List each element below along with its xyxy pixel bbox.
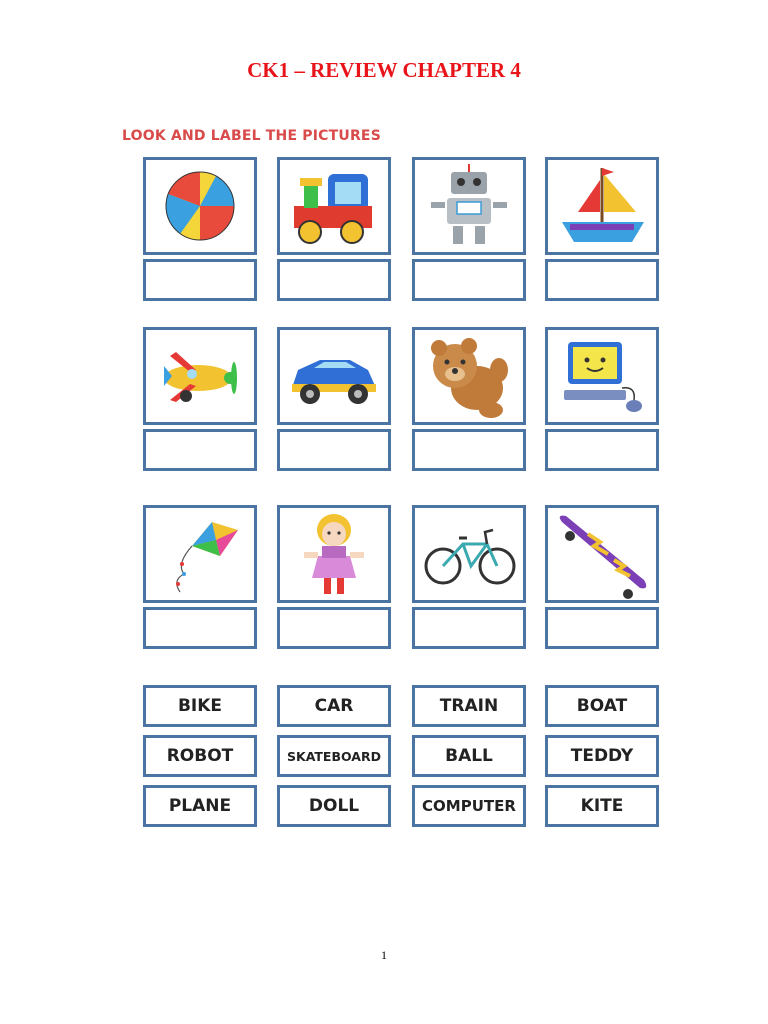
picture-card-robot	[412, 157, 526, 255]
picture-card-computer	[545, 327, 659, 425]
word-bank-item: TEDDY	[545, 735, 659, 777]
word-bank-item: BALL	[412, 735, 526, 777]
car-icon	[280, 330, 388, 422]
picture-card-teddy	[412, 327, 526, 425]
answer-box[interactable]	[143, 259, 257, 301]
answer-box[interactable]	[412, 259, 526, 301]
picture-card-bike	[412, 505, 526, 603]
picture-card-plane	[143, 327, 257, 425]
computer-icon	[548, 330, 656, 422]
kite-icon	[146, 508, 254, 600]
word-bank-item: BIKE	[143, 685, 257, 727]
picture-card-ball	[143, 157, 257, 255]
boat-icon	[548, 160, 656, 252]
bike-icon	[415, 508, 523, 600]
robot-icon	[415, 160, 523, 252]
section-heading: LOOK AND LABEL THE PICTURES	[122, 128, 381, 144]
picture-card-doll	[277, 505, 391, 603]
word-bank-item: ROBOT	[143, 735, 257, 777]
page-number: 1	[381, 948, 387, 962]
answer-box[interactable]	[277, 607, 391, 649]
answer-box[interactable]	[545, 607, 659, 649]
answer-box[interactable]	[412, 607, 526, 649]
answer-box[interactable]	[412, 429, 526, 471]
word-bank-item: BOAT	[545, 685, 659, 727]
doll-icon	[280, 508, 388, 600]
word-bank-item: PLANE	[143, 785, 257, 827]
picture-card-kite	[143, 505, 257, 603]
train-icon	[280, 160, 388, 252]
answer-box[interactable]	[545, 429, 659, 471]
word-bank-item: TRAIN	[412, 685, 526, 727]
word-bank-item: CAR	[277, 685, 391, 727]
answer-box[interactable]	[277, 259, 391, 301]
answer-box[interactable]	[277, 429, 391, 471]
plane-icon	[146, 330, 254, 422]
answer-box[interactable]	[545, 259, 659, 301]
ball-icon	[146, 160, 254, 252]
word-bank-item: KITE	[545, 785, 659, 827]
answer-box[interactable]	[143, 429, 257, 471]
picture-card-skateboard	[545, 505, 659, 603]
word-bank-item: SKATEBOARD	[277, 735, 391, 777]
document-title: CK1 – REVIEW CHAPTER 4	[247, 58, 521, 82]
word-bank-item: COMPUTER	[412, 785, 526, 827]
picture-card-car	[277, 327, 391, 425]
picture-card-train	[277, 157, 391, 255]
word-bank-item: DOLL	[277, 785, 391, 827]
skateboard-icon	[548, 508, 656, 600]
answer-box[interactable]	[143, 607, 257, 649]
picture-card-boat	[545, 157, 659, 255]
teddy-icon	[415, 330, 523, 422]
